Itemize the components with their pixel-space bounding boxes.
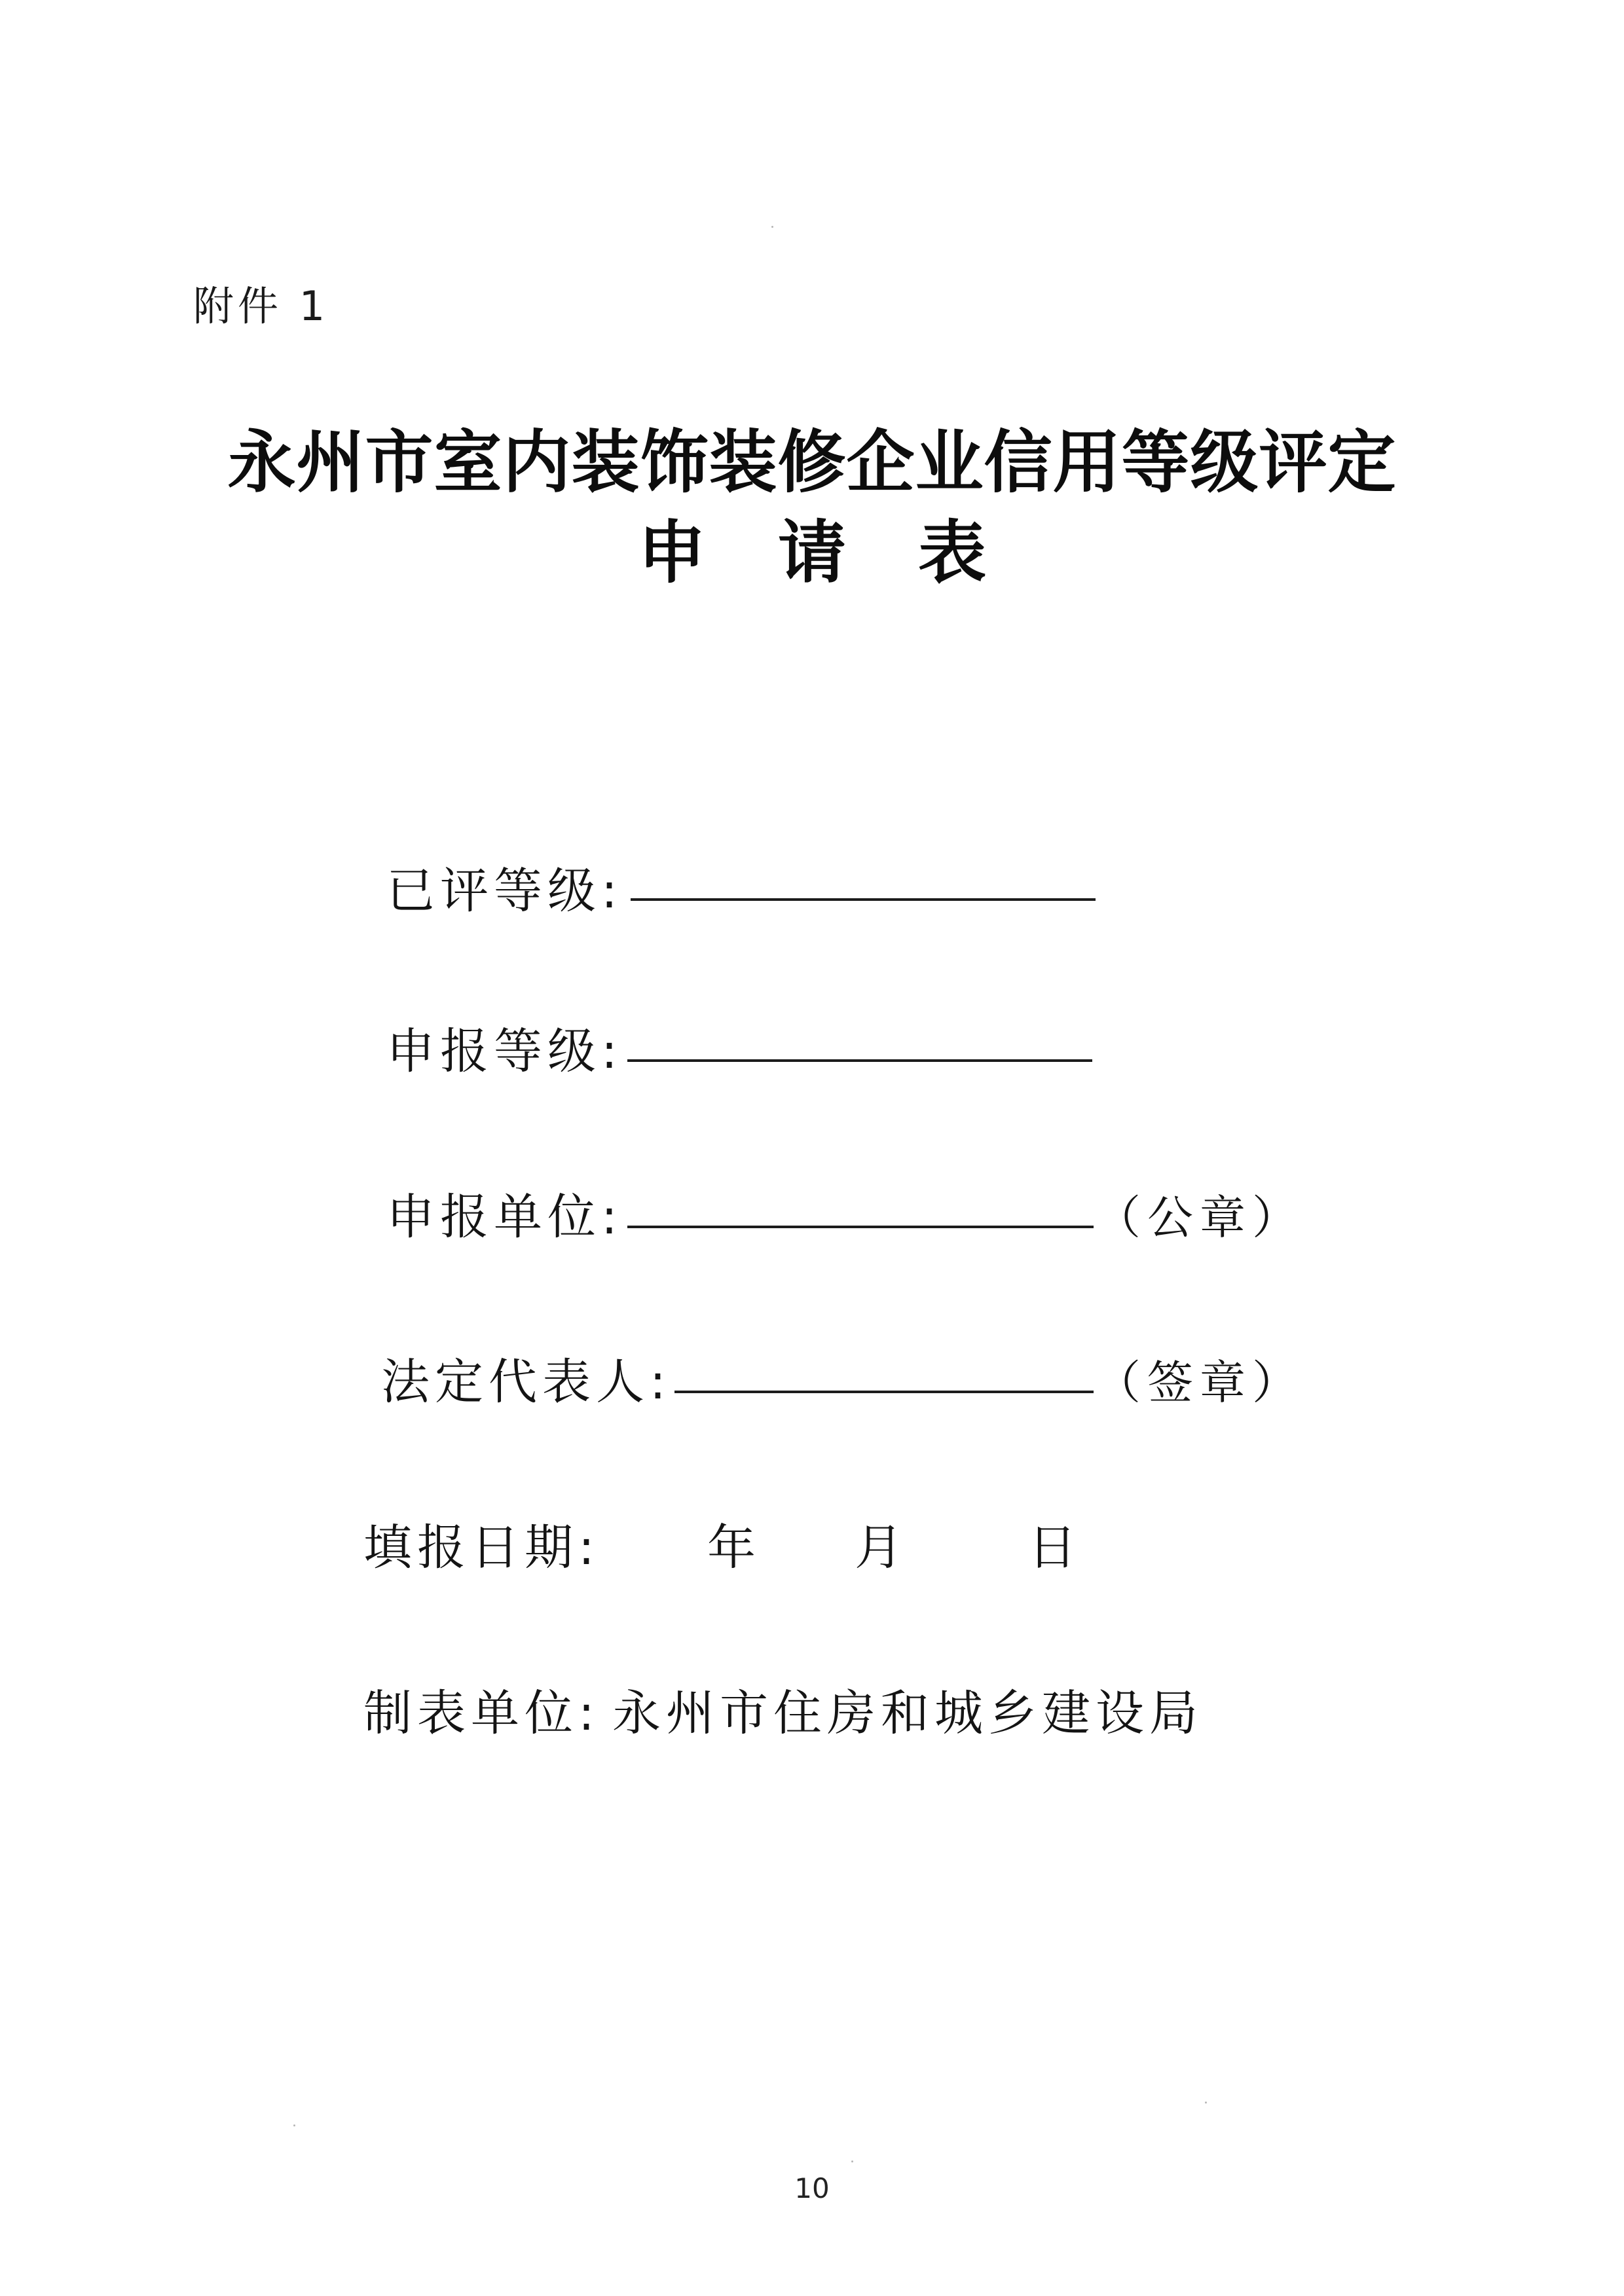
- date-day-unit: 日: [1028, 1520, 1077, 1576]
- legal-representative-label: 法定代表人:: [381, 1354, 671, 1410]
- scan-speck: [1205, 2102, 1207, 2104]
- date-year-unit: 年: [707, 1520, 756, 1576]
- legal-representative-field[interactable]: [674, 1391, 1094, 1393]
- date-month-unit: 月: [855, 1520, 903, 1576]
- applied-grade-field[interactable]: [627, 1059, 1092, 1062]
- scan-speck: [771, 226, 773, 228]
- signature-seal-note: （签章）: [1095, 1356, 1304, 1410]
- issuing-unit-value: 永州市住房和城乡建设局: [612, 1685, 1203, 1741]
- attachment-label: 附件 1: [193, 282, 329, 330]
- rated-grade-field[interactable]: [631, 898, 1096, 901]
- document-subtitle: 申请表: [637, 512, 1058, 592]
- scan-speck: [293, 2124, 295, 2126]
- fill-date-label: 填报日期:: [363, 1520, 600, 1576]
- document-title: 永州市室内装饰装修企业信用等级评定: [227, 422, 1397, 502]
- applicant-unit-field[interactable]: [627, 1226, 1094, 1228]
- page-number: 10: [794, 2172, 830, 2204]
- scan-speck: [851, 2160, 853, 2162]
- official-seal-note: （公章）: [1095, 1191, 1304, 1245]
- applicant-unit-label: 申报单位:: [386, 1189, 623, 1245]
- applied-grade-label: 申报等级:: [386, 1023, 623, 1080]
- rated-grade-label: 已评等级:: [386, 863, 623, 919]
- issuing-unit-label: 制表单位:: [363, 1685, 600, 1741]
